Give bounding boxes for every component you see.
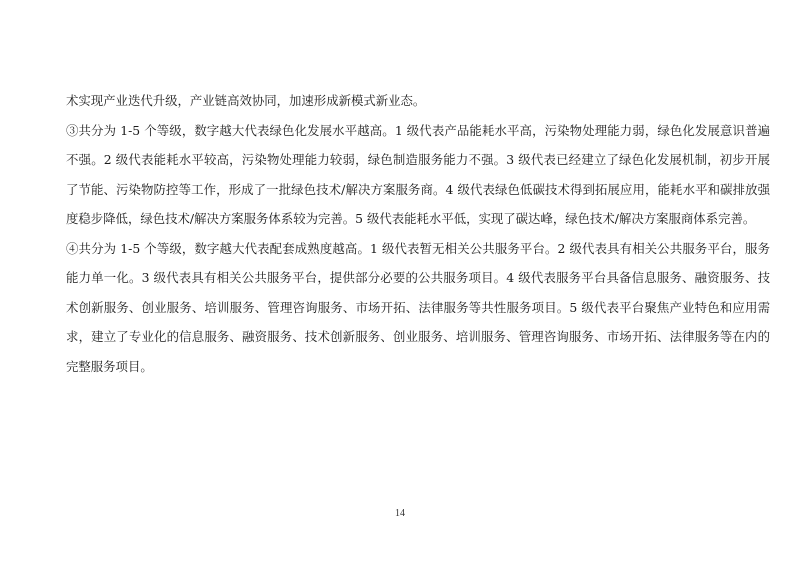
page-number: 14: [395, 508, 405, 519]
paragraph-note-4: ④共分为 1-5 个等级，数字越大代表配套成熟度越高。1 级代表暂无相关公共服务平台。2 级代表具有相关公共服务平台，服务能力单一化。3 级代表具有相关公共服务平台，提供部分必要的公共服务项目。4 级代表服务平台具备信息服务、融资服务、技术创新服务、创业服务、培训服务、管理咨询服务、市场开拓、法律服务等共性服务项目。5 级代表平台聚焦产业特色和应用需求，建立了专业化的信息服务、融资服务、技术创新服务、创业服务、培训服务、管理咨询服务、市场开拓、法律服务等在内的完整服务项目。: [66, 240, 770, 374]
body-text: [66, 86, 770, 381]
paragraph-continuation: 术实现产业迭代升级，产业链高效协同，加速形成新模式新业态。: [66, 93, 426, 108]
paragraph-note-3: ③共分为 1-5 个等级，数字越大代表绿色化发展水平越高。1 级代表产品能耗水平高，污染物处理能力弱，绿色化发展意识普遍不强。2 级代表能耗水平较高，污染物处理能力较弱，绿色制造服务能力不强。3 级代表已经建立了绿色化发展机制，初步开展了节能、污染物防控等工作，形成了一批绿色技术/解决方案服务商。4 级代表绿色低碳技术得到拓展应用，能耗水平和碳排放强度稳步降低，绿色技术/解决方案服务体系较为完善。5 级代表能耗水平低，实现了碳达峰，绿色技术/解决方案服商体系完善。: [66, 122, 770, 226]
